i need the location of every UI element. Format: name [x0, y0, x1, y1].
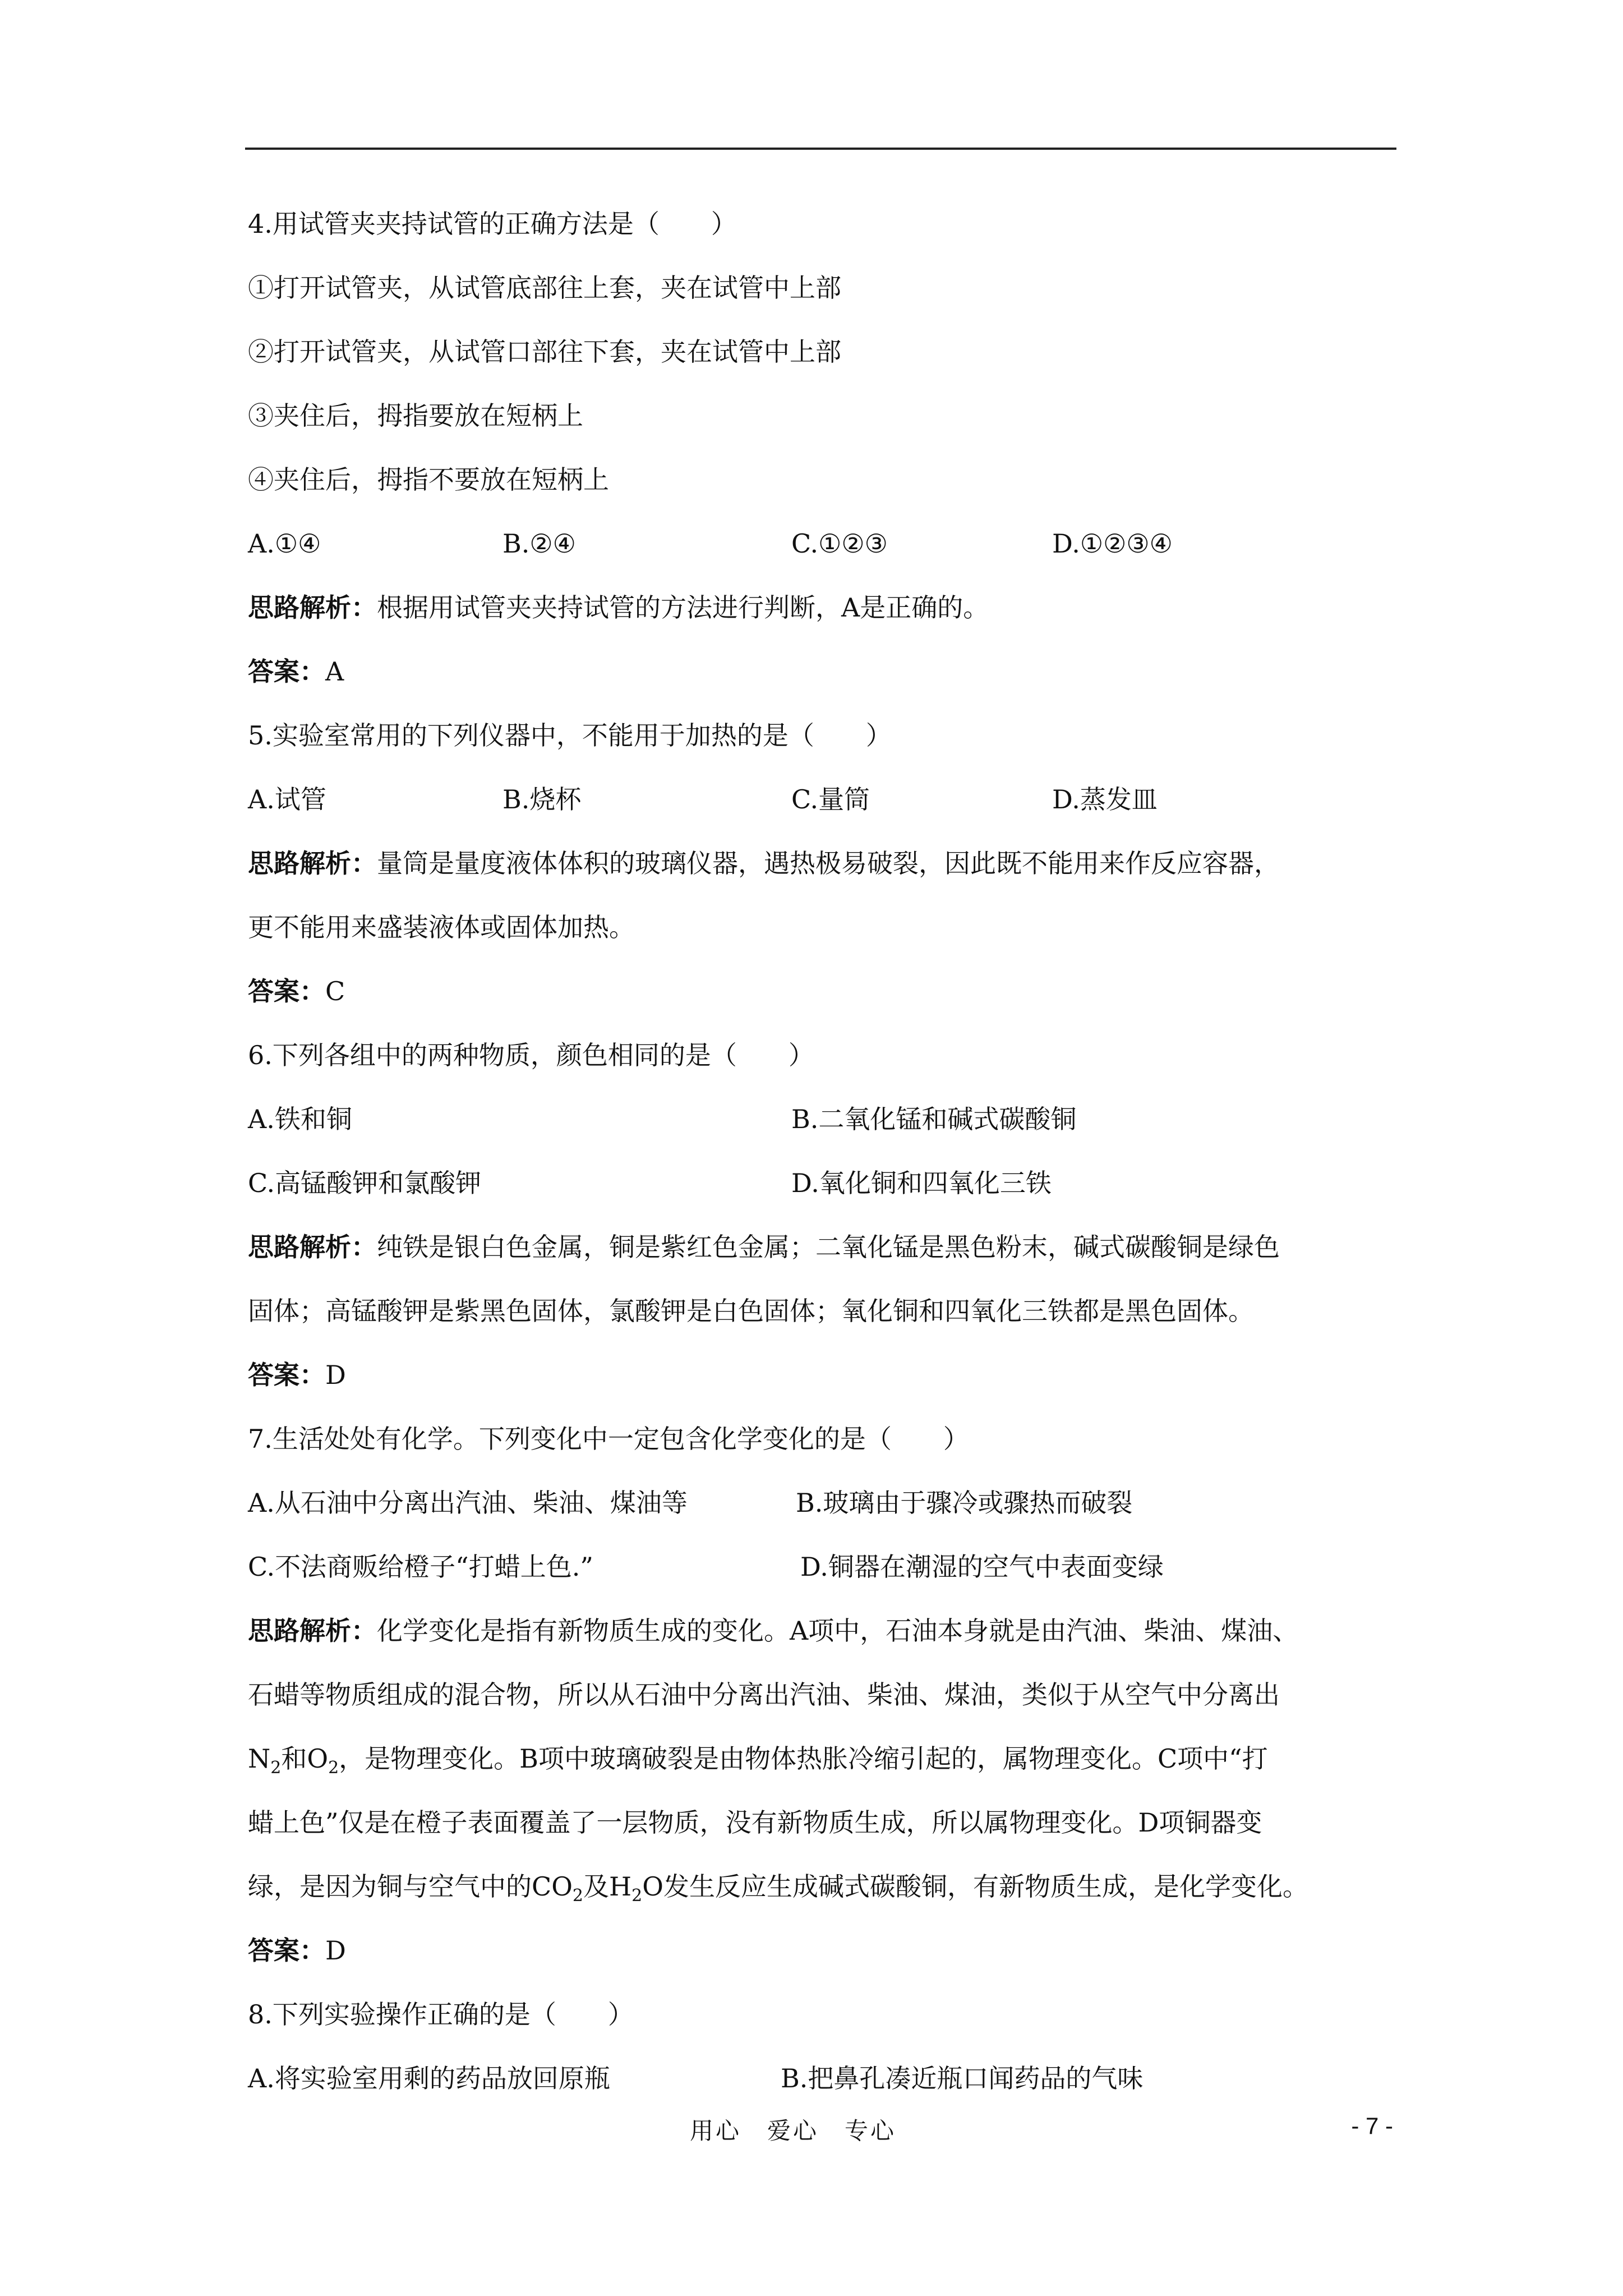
q4-statement-4: ④夹住后，拇指不要放在短柄上	[248, 464, 609, 495]
q8-stem: 8.下列实验操作正确的是（ ）	[248, 1999, 634, 2030]
q7-stem: 7.生活处处有化学。下列变化中一定包含化学变化的是（ ）	[248, 1424, 969, 1454]
q4-option-b: B.②④	[502, 528, 576, 559]
q5-stem: 5.实验室常用的下列仪器中，不能用于加热的是（ ）	[248, 720, 892, 751]
q4-analysis: 思路解析：根据用试管夹夹持试管的方法进行判断，A是正确的。	[248, 592, 989, 623]
q6-option-a: A.铁和铜	[248, 1104, 352, 1134]
q5-options	[248, 783, 1398, 816]
analysis-label: 思路解析：	[248, 592, 377, 623]
answer-label: 答案：	[248, 1360, 325, 1390]
q4-stem: 4.用试管夹夹持试管的正确方法是（ ）	[248, 209, 737, 239]
analysis-label: 思路解析：	[248, 1616, 377, 1646]
header-rule	[245, 148, 1396, 150]
q6-stem: 6.下列各组中的两种物质，颜色相同的是（ ）	[248, 1040, 814, 1070]
q4-statement-1: ①打开试管夹，从试管底部往上套，夹在试管中上部	[248, 273, 841, 303]
q6-option-d: D.氧化铜和四氧化三铁	[791, 1168, 1052, 1198]
q4-option-a: A.①④	[248, 528, 321, 559]
q7-options-ab	[248, 1487, 1398, 1519]
q6-option-b: B.二氧化锰和碱式碳酸铜	[791, 1104, 1077, 1134]
q5-option-b: B.烧杯	[502, 784, 582, 815]
q6-answer: 答案：D	[248, 1360, 346, 1390]
q4-statement-3: ③夹住后，拇指要放在短柄上	[248, 401, 583, 431]
page-number: - 7 -	[1351, 2113, 1393, 2139]
q6-options-cd	[248, 1167, 1398, 1199]
q5-analysis: 思路解析：量筒是量度液体体积的玻璃仪器，遇热极易破裂，因此既不能用来作反应容器， 更不能用来盛装液体或固体加热。	[248, 848, 1280, 942]
q7-answer: 答案：D	[248, 1935, 346, 1966]
q7-option-d: D.铜器在潮湿的空气中表面变绿	[800, 1552, 1164, 1582]
analysis-label: 思路解析：	[248, 848, 377, 878]
q7-options-cd	[248, 1550, 1398, 1583]
q7-analysis: 思路解析：化学变化是指有新物质生成的变化。A项中，石油本身就是由汽油、柴油、煤油、 石蜡等物质组成的混合物，所以从石油中分离出汽油、柴油、煤油，类似于从空气中分离出 $N_2$和$O_2$，是物理变化。B项中玻璃破裂是由物体热胀冷缩引起的，属物理变化。C项中“打 蜡上色”仅是在橙子表面覆盖了一层物质，没有新物质生成，所以属物理变化。D项铜器变 绿，是因为铜与空气中的$CO_2$及$H_2O$发生反应生成碱式碳酸铜，有新物质生成，是化学变化。	[248, 1616, 1308, 1906]
q4-option-c: C.①②③	[791, 528, 888, 559]
q4-options	[248, 527, 1398, 560]
q6-analysis: 思路解析：纯铁是银白色金属，铜是紫红色金属；二氧化锰是黑色粉末，碱式碳酸铜是绿色 固体；高锰酸钾是紫黑色固体，氯酸钾是白色固体；氧化铜和四氧化三铁都是黑色固体。	[248, 1232, 1280, 1326]
q8-option-b: B.把鼻孔凑近瓶口闻药品的气味	[781, 2063, 1144, 2093]
document-body	[248, 208, 1398, 2126]
footer-motto: 用心 爱心 专心	[690, 2117, 897, 2145]
q8-option-a: A.将实验室用剩的药品放回原瓶	[248, 2063, 610, 2093]
q6-options-ab	[248, 1103, 1398, 1135]
q7-option-a: A.从石油中分离出汽油、柴油、煤油等	[248, 1488, 688, 1518]
q5-answer: 答案：C	[248, 976, 345, 1006]
q6-option-c: C.高锰酸钾和氯酸钾	[248, 1168, 482, 1198]
answer-label: 答案：	[248, 1935, 325, 1966]
q4-answer: 答案：A	[248, 656, 344, 687]
q4-option-d: D.①②③④	[1052, 528, 1173, 559]
q5-option-c: C.量筒	[791, 784, 870, 815]
analysis-label: 思路解析：	[248, 1232, 377, 1262]
answer-label: 答案：	[248, 976, 325, 1006]
answer-label: 答案：	[248, 656, 325, 687]
q5-option-a: A.试管	[248, 784, 326, 815]
q5-option-d: D.蒸发皿	[1052, 784, 1158, 815]
q7-option-b: B.玻璃由于骤冷或骤热而破裂	[796, 1488, 1133, 1518]
q8-options-ab	[248, 2062, 1398, 2095]
q7-option-c: C.不法商贩给橙子“打蜡上色.”	[248, 1552, 593, 1582]
q4-statement-2: ②打开试管夹，从试管口部往下套，夹在试管中上部	[248, 337, 841, 367]
